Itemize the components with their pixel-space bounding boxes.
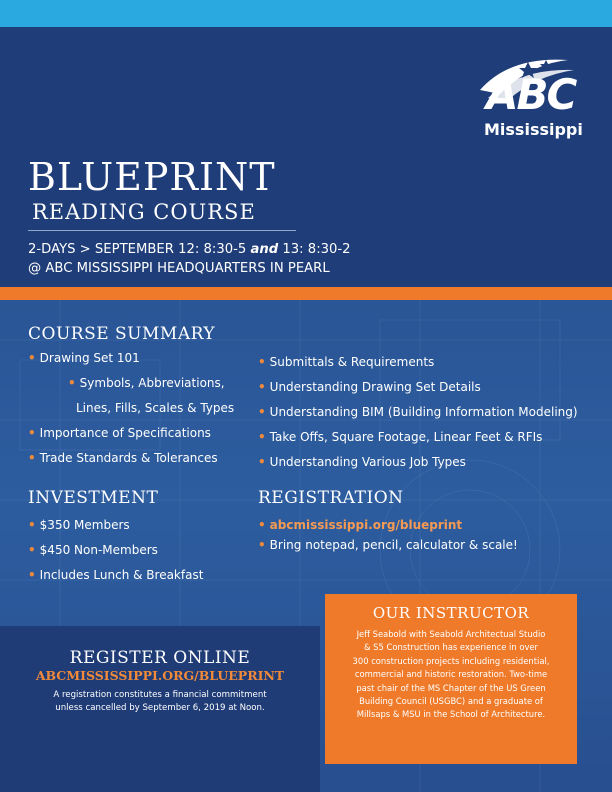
list-item-label: Understanding Various Job Types xyxy=(269,455,466,469)
logo-mississippi-text: Mississippi xyxy=(484,120,583,139)
course-summary-left-list xyxy=(28,348,234,473)
bio-line: Millsaps & MSU in the School of Architecture. xyxy=(356,709,546,720)
list-item-label: Drawing Set 101 xyxy=(39,351,140,365)
bio-line: & S5 Construction has experience in over xyxy=(363,642,538,653)
page-title: BLUEPRINT xyxy=(28,155,276,199)
abc-logo xyxy=(470,50,600,140)
bullet-icon: • xyxy=(258,455,266,469)
bio-line: past chair of the MS Chapter of the US Green xyxy=(356,682,546,693)
list-item xyxy=(28,373,234,398)
list-item-label: Understanding Drawing Set Details xyxy=(269,380,481,394)
instructor-title: OUR INSTRUCTOR xyxy=(372,604,530,622)
bio-line: Building Council (USGBC) and a graduate of xyxy=(359,696,543,707)
bullet-icon: • xyxy=(28,351,36,365)
page-subtitle: READING COURSE xyxy=(32,200,256,224)
register-online-url[interactable]: ABCMISSISSIPPI.ORG/BLUEPRINT xyxy=(35,668,285,683)
list-item-label: Submittals & Requirements xyxy=(269,355,435,369)
list-item-label: Bring notepad, pencil, calculator & scale! xyxy=(269,538,518,552)
course-summary-heading: COURSE SUMMARY xyxy=(28,324,216,344)
list-item xyxy=(28,423,234,448)
course-location: @ ABC MISSISSIPPI HEADQUARTERS IN PEARL xyxy=(28,261,330,276)
list-item-label: Take Offs, Square Footage, Linear Feet & RFIs xyxy=(269,430,543,444)
bullet-icon: • xyxy=(258,430,266,444)
list-item-label: Lines, Fills, Scales & Types xyxy=(76,401,235,415)
bullet-icon: • xyxy=(28,543,36,557)
list-item xyxy=(28,398,234,423)
bullet-icon: • xyxy=(28,451,36,465)
logo-abc-text: ABC xyxy=(486,70,576,119)
bullet-icon: • xyxy=(258,405,266,419)
bio-line: commercial and historic restoration. Two-time xyxy=(354,669,548,680)
dates-and: and xyxy=(250,242,279,257)
bullet-icon: • xyxy=(258,538,266,552)
policy-line: A registration constitutes a financial commitment xyxy=(53,690,267,700)
list-item xyxy=(28,448,234,473)
course-summary-right-list xyxy=(258,352,578,477)
register-online-title: REGISTER ONLINE xyxy=(69,648,251,668)
list-item-label: Understanding BIM (Building Information Modeling) xyxy=(269,405,578,419)
policy-line: unless cancelled by September 6, 2019 at Noon. xyxy=(55,703,265,713)
bullet-icon: • xyxy=(28,568,36,582)
list-item-label: Symbols, Abbreviations, xyxy=(79,376,225,390)
registration-heading: REGISTRATION xyxy=(258,488,404,508)
registration-policy xyxy=(30,689,290,715)
list-item xyxy=(28,565,203,590)
instructor-panel xyxy=(325,594,577,764)
list-item xyxy=(258,535,518,560)
list-item xyxy=(28,540,203,565)
list-item xyxy=(258,377,578,402)
list-item-label: Trade Standards & Tolerances xyxy=(39,451,218,465)
bullet-icon: • xyxy=(258,518,266,532)
dates-text-1: 2-DAYS > SEPTEMBER 12: 8:30-5 xyxy=(28,242,251,257)
title-divider xyxy=(28,230,296,231)
list-item xyxy=(258,352,578,377)
registration-list xyxy=(258,515,518,560)
list-item xyxy=(258,515,518,535)
bullet-icon: • xyxy=(258,355,266,369)
dates-text-2: 13: 8:30-2 xyxy=(278,242,351,257)
bullet-icon: • xyxy=(68,376,76,390)
registration-link[interactable]: abcmississippi.org/blueprint xyxy=(269,518,463,532)
course-dates xyxy=(28,240,598,278)
list-item xyxy=(258,452,578,477)
orange-divider-bar xyxy=(0,287,612,300)
investment-heading: INVESTMENT xyxy=(28,488,159,508)
list-item-label: $350 Members xyxy=(39,518,130,532)
list-item xyxy=(28,515,203,540)
list-item xyxy=(258,427,578,452)
list-item-label: Importance of Specifications xyxy=(39,426,211,440)
bullet-icon: • xyxy=(28,426,36,440)
register-online-panel xyxy=(0,626,320,792)
investment-list xyxy=(28,515,203,590)
list-item xyxy=(28,348,234,373)
list-item-label: $450 Non-Members xyxy=(39,543,158,557)
bullet-icon: • xyxy=(258,380,266,394)
top-accent-bar xyxy=(0,0,612,27)
bio-line: 300 construction projects including residential, xyxy=(352,655,550,666)
bullet-icon: • xyxy=(28,518,36,532)
blueprint-body xyxy=(0,300,612,792)
list-item xyxy=(258,402,578,427)
bio-line: Jeff Seabold with Seabold Architectual Studio xyxy=(356,629,546,639)
instructor-bio xyxy=(331,628,571,722)
list-item-label: Includes Lunch & Breakfast xyxy=(39,568,204,582)
